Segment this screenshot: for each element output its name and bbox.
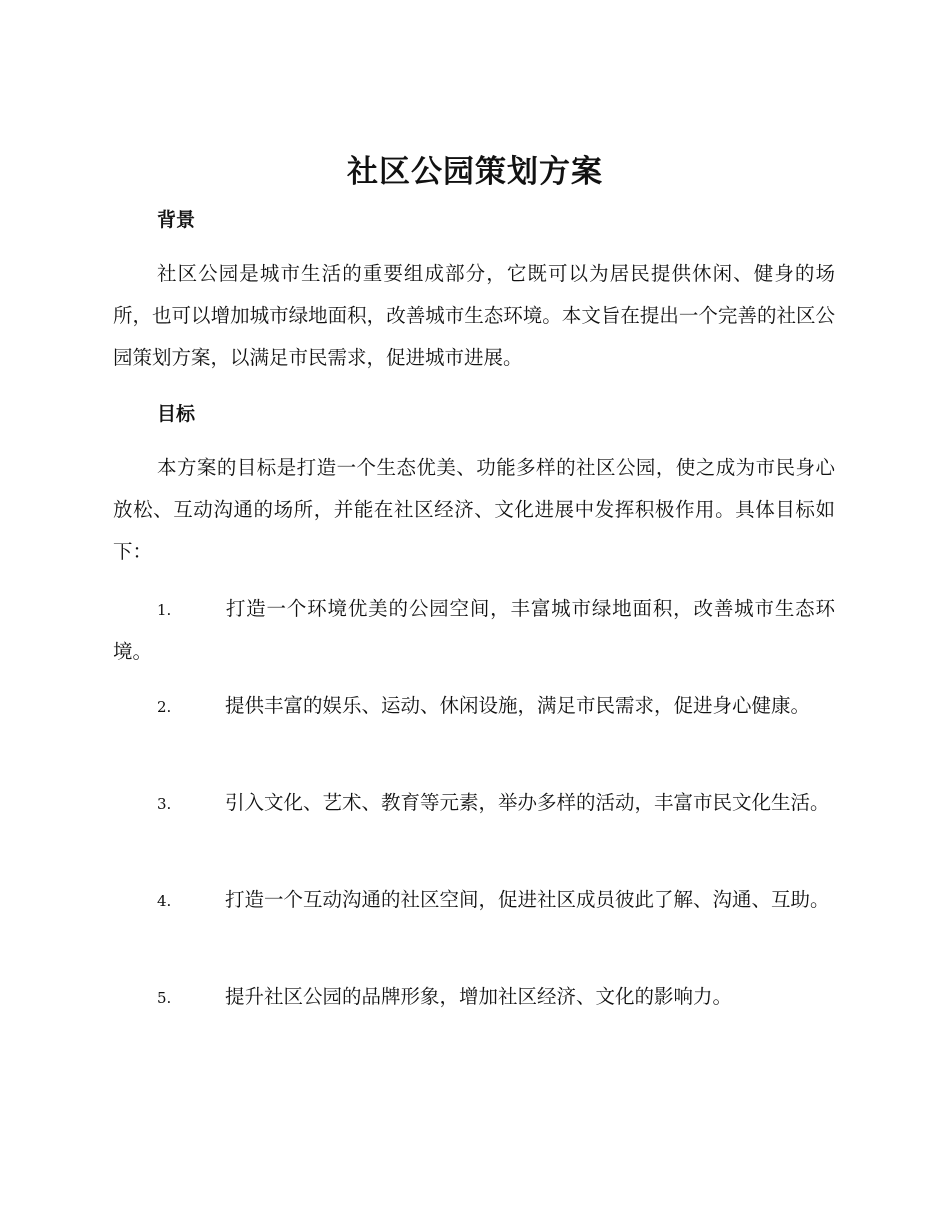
goal-text: 打造一个环境优美的公园空间，丰富城市绿地面积，改善城市生态环境。 bbox=[113, 597, 835, 663]
goal-list-item bbox=[113, 782, 835, 825]
section-heading-goals: 目标 bbox=[157, 403, 196, 425]
goal-number: 2. bbox=[157, 698, 172, 716]
section-heading-background: 背景 bbox=[157, 209, 196, 231]
goal-list-item bbox=[113, 976, 835, 1019]
goal-number: 1. bbox=[157, 601, 172, 619]
goal-text: 提供丰富的娱乐、运动、休闲设施，满足市民需求，促进身心健康。 bbox=[225, 694, 811, 717]
document-title: 社区公园策划方案 bbox=[347, 154, 603, 190]
goal-number: 4. bbox=[157, 892, 172, 910]
goal-list-item bbox=[113, 588, 835, 673]
goal-text: 提升社区公园的品牌形象，增加社区经济、文化的影响力。 bbox=[225, 985, 733, 1008]
background-paragraph: 社区公园是城市生活的重要组成部分，它既可以为居民提供休闲、健身的场所，也可以增加城市绿地面积，改善城市生态环境。本文旨在提出一个完善的社区公园策划方案，以满足市民需求，促进城市进展。 bbox=[113, 262, 835, 369]
goal-text: 引入文化、艺术、教育等元素，举办多样的活动，丰富市民文化生活。 bbox=[225, 791, 830, 814]
goals-paragraph: 本方案的目标是打造一个生态优美、功能多样的社区公园，使之成为市民身心放松、互动沟通的场所，并能在社区经济、文化进展中发挥积极作用。具体目标如下： bbox=[113, 456, 835, 563]
goal-number: 5. bbox=[157, 989, 172, 1007]
goal-list-item bbox=[113, 879, 835, 922]
goal-text: 打造一个互动沟通的社区空间，促进社区成员彼此了解、沟通、互助。 bbox=[225, 888, 830, 911]
goal-list-item bbox=[113, 685, 835, 728]
goal-number: 3. bbox=[157, 795, 172, 813]
